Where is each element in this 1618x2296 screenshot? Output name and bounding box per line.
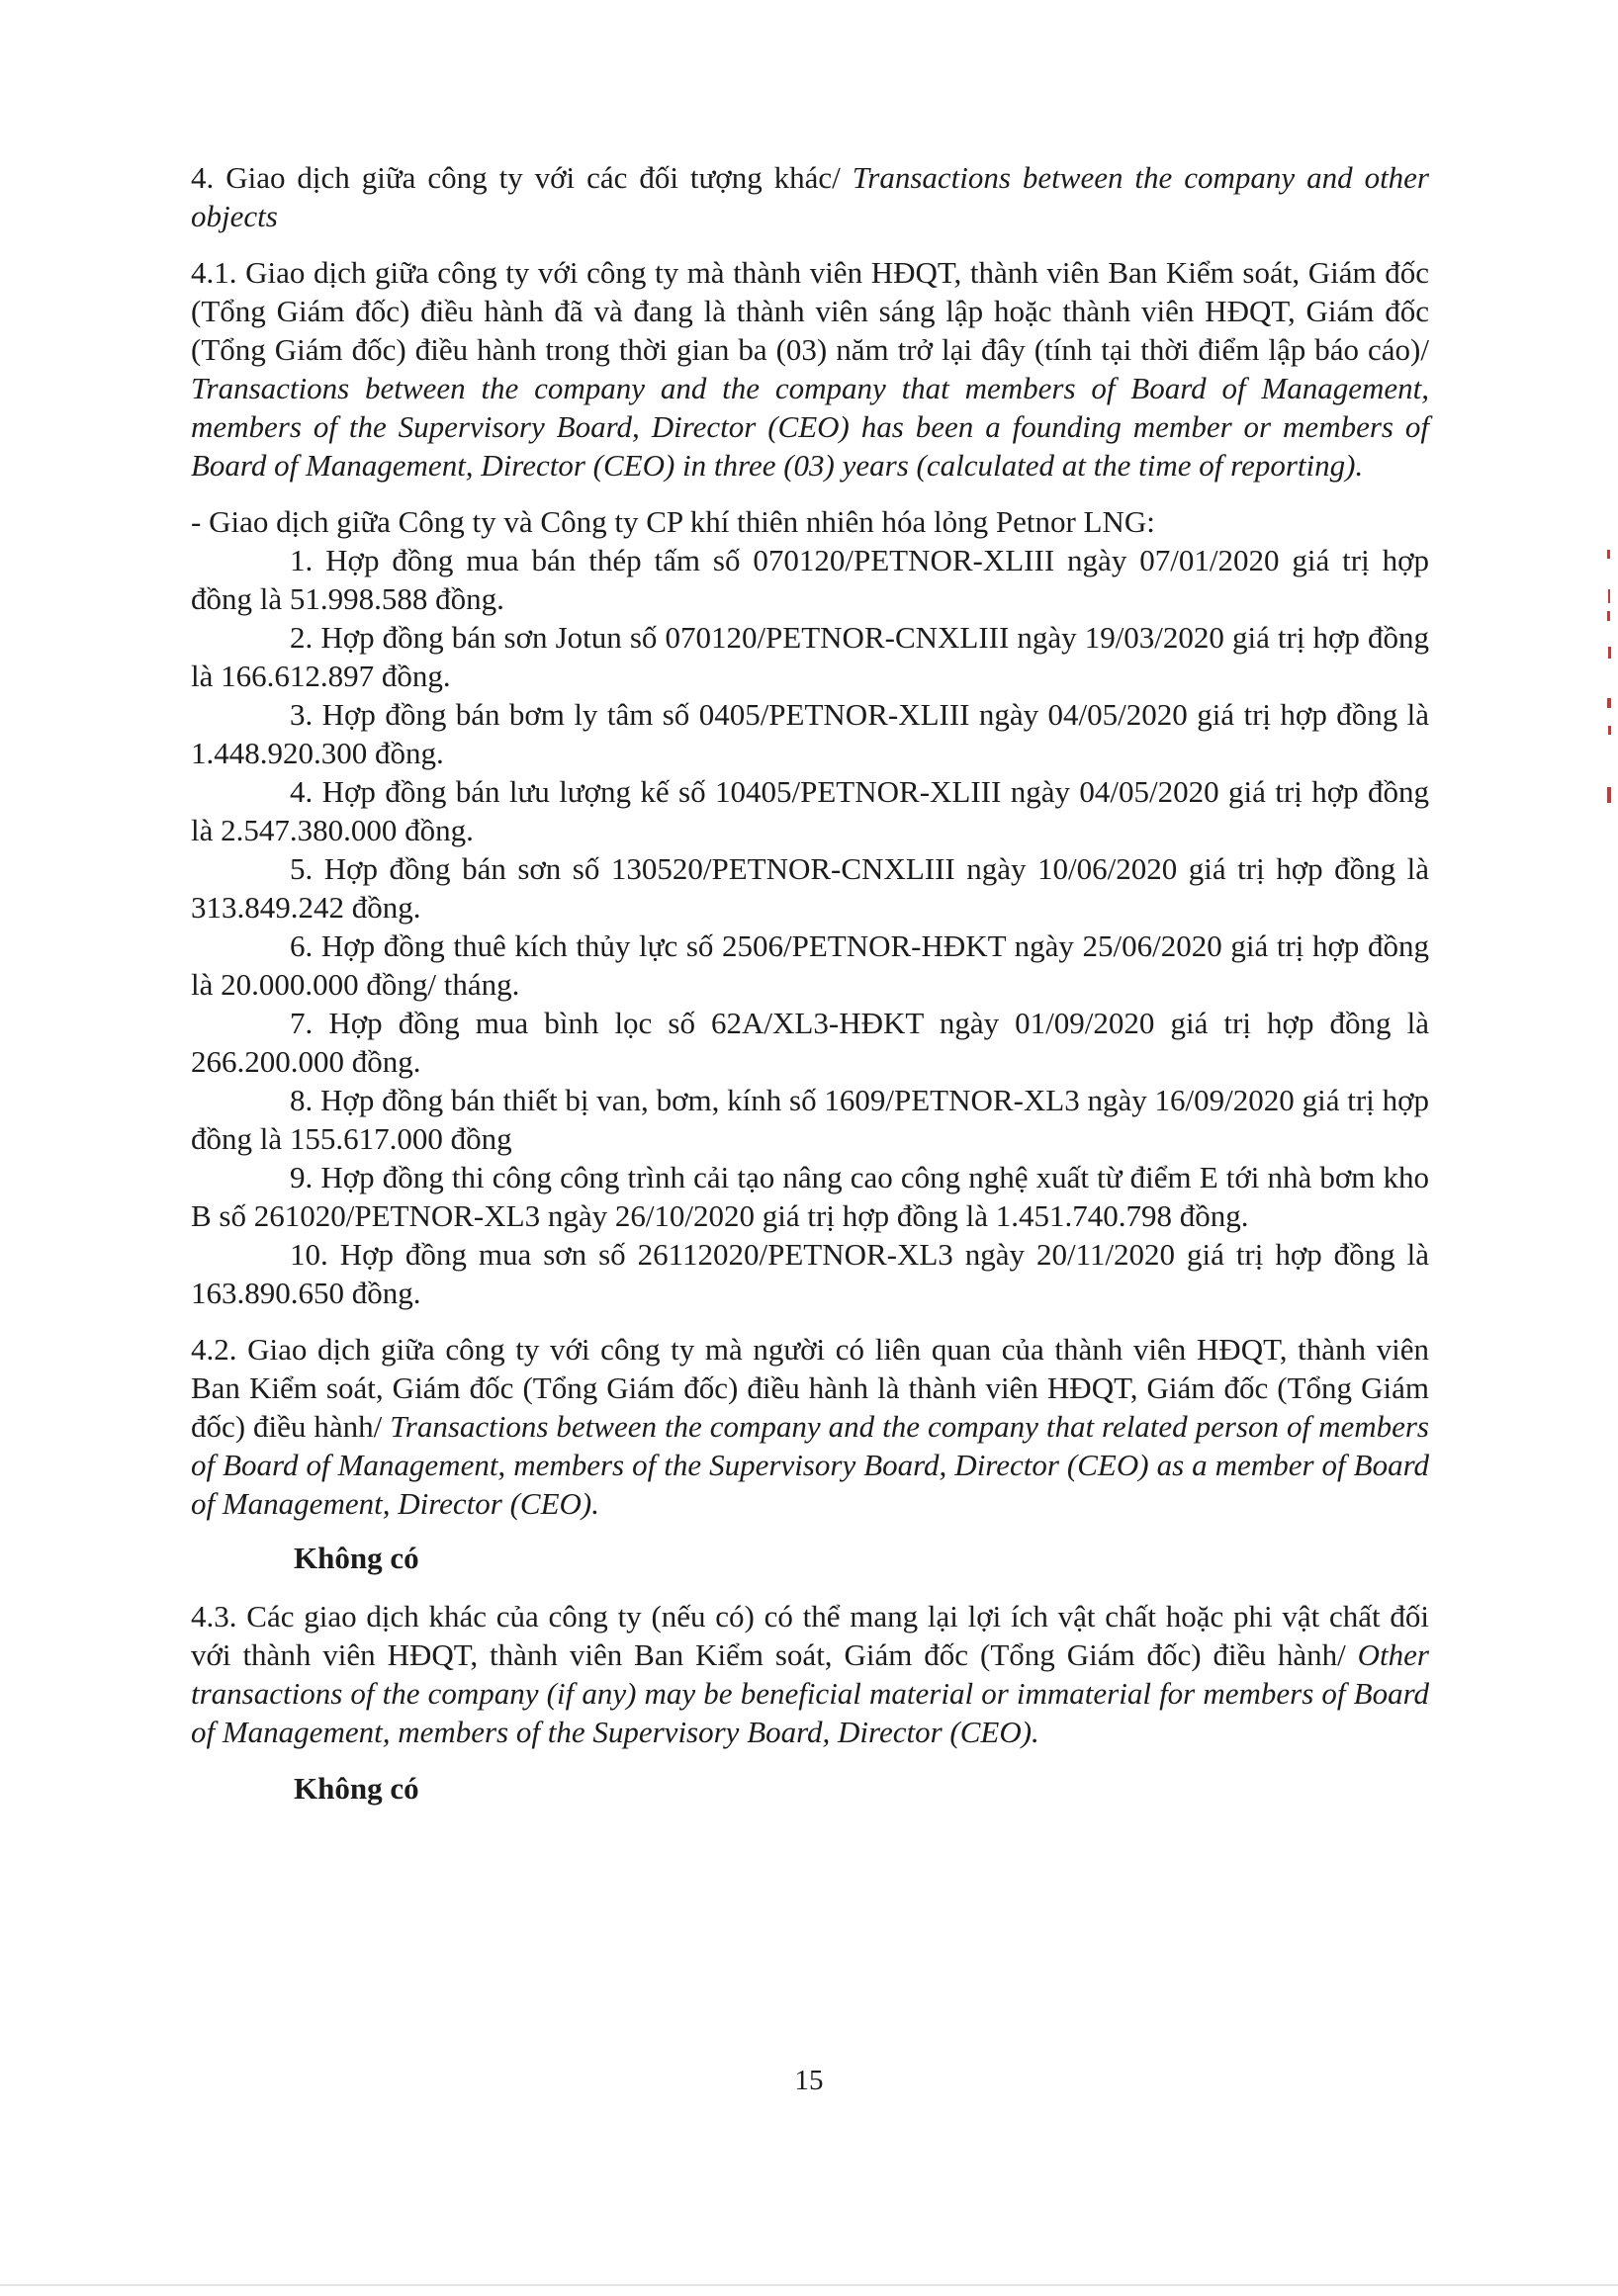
- contract-item-5: 5. Hợp đồng bán sơn số 130520/PETNOR-CNXLIII ngày 10/06/2020 giá trị hợp đồng là 313.849.242 đồng.: [191, 851, 1429, 925]
- section-4-1-heading-vi: 4.1. Giao dịch giữa công ty với công ty mà thành viên HĐQT, thành viên Ban Kiểm soát, Giám đốc (Tổng Giám đốc) điều hành đã và đang là thành viên sáng lập hoặc thành viên HĐQT, Giám đốc (Tổng Giám đốc) điều hành trong thời gian ba (03) năm trở lại đây (tính tại thời điểm lập báo cáo)/: [191, 255, 1429, 367]
- contract-item-6: 6. Hợp đồng thuê kích thủy lực số 2506/PETNOR-HĐKT ngày 25/06/2020 giá trị hợp đồng là 20.000.000 đồng/ tháng.: [191, 928, 1429, 1002]
- section-4-title-vi: 4. Giao dịch giữa công ty với các đối tượng khác/: [191, 160, 853, 195]
- contract-item-2: 2. Hợp đồng bán sơn Jotun số 070120/PETNOR-CNXLIII ngày 19/03/2020 giá trị hợp đồng là 166.612.897 đồng.: [191, 620, 1429, 693]
- counterparty-line: - Giao dịch giữa Công ty và Công ty CP khí thiên nhiên hóa lỏng Petnor LNG:: [191, 504, 1155, 539]
- section-4-title: [191, 158, 1429, 235]
- contract-item-7: 7. Hợp đồng mua bình lọc số 62A/XL3-HĐKT ngày 01/09/2020 giá trị hợp đồng là 266.200.000 đồng.: [191, 1006, 1429, 1079]
- contract-item-1: 1. Hợp đồng mua bán thép tấm số 070120/PETNOR-XLIII ngày 07/01/2020 giá trị hợp đồng là 51.998.588 đồng.: [191, 543, 1429, 616]
- section-4-title-en: Transactions between the company and other objects: [191, 160, 1429, 233]
- section-4-1-heading-en: Transactions between the company and the company that members of Board of Management, members of the Supervisory Board, Director (CEO) has been a founding member or members of Board of Management, Director (CEO) in three (03) years (calculated at the time of reporting).: [191, 371, 1429, 483]
- page-number: 15: [794, 2065, 824, 2096]
- edge-stamp-marks: [1604, 550, 1614, 817]
- contract-item-3: 3. Hợp đồng bán bơm ly tâm số 0405/PETNOR-XLIII ngày 04/05/2020 giá trị hợp đồng là 1.448.920.300 đồng.: [191, 697, 1429, 770]
- section-4-3-answer: Không có: [294, 1771, 419, 1806]
- section-4-3-heading-en: Other transactions of the company (if any) may be beneficial material or immaterial for members of Board of Management, members of the Supervisory Board, Director (CEO).: [191, 1637, 1429, 1749]
- page-content: [191, 158, 1429, 1827]
- contract-item-4: 4. Hợp đồng bán lưu lượng kế số 10405/PETNOR-XLIII ngày 04/05/2020 giá trị hợp đồng là 2.547.380.000 đồng.: [191, 774, 1429, 847]
- section-4-2-heading: [191, 1330, 1429, 1523]
- section-4-3-heading: [191, 1597, 1429, 1751]
- contract-item-8: 8. Hợp đồng bán thiết bị van, bơm, kính số 1609/PETNOR-XL3 ngày 16/09/2020 giá trị hợp đồng là 155.617.000 đồng: [191, 1083, 1429, 1156]
- contract-item-10: 10. Hợp đồng mua sơn số 26112020/PETNOR-XL3 ngày 20/11/2020 giá trị hợp đồng là 163.890.650 đồng.: [191, 1237, 1429, 1310]
- section-4-3-heading-vi: 4.3. Các giao dịch khác của công ty (nếu có) có thể mang lại lợi ích vật chất hoặc phi vật chất đối với thành viên HĐQT, thành viên Ban Kiểm soát, Giám đốc (Tổng Giám đốc) điều hành/: [191, 1599, 1429, 1672]
- section-4-2-answer: Không có: [294, 1541, 419, 1575]
- section-4-2-heading-vi: 4.2. Giao dịch giữa công ty với công ty mà người có liên quan của thành viên HĐQT, thành viên Ban Kiểm soát, Giám đốc (Tổng Giám đốc) điều hành là thành viên HĐQT, Giám đốc (Tổng Giám đốc) điều hành/: [191, 1332, 1429, 1444]
- contract-item-9: 9. Hợp đồng thi công công trình cải tạo nâng cao công nghệ xuất từ điểm E tới nhà bơm kho B số 261020/PETNOR-XL3 ngày 26/10/2020 giá trị hợp đồng là 1.451.740.798 đồng.: [191, 1160, 1429, 1233]
- scan-bottom-edge: [0, 2284, 1618, 2286]
- section-4-2-heading-en: Transactions between the company and the company that related person of members of Board of Management, members of the Supervisory Board, Director (CEO) as a member of Board of Management, Director (CEO).: [191, 1409, 1430, 1521]
- section-4-1-heading: [191, 253, 1429, 485]
